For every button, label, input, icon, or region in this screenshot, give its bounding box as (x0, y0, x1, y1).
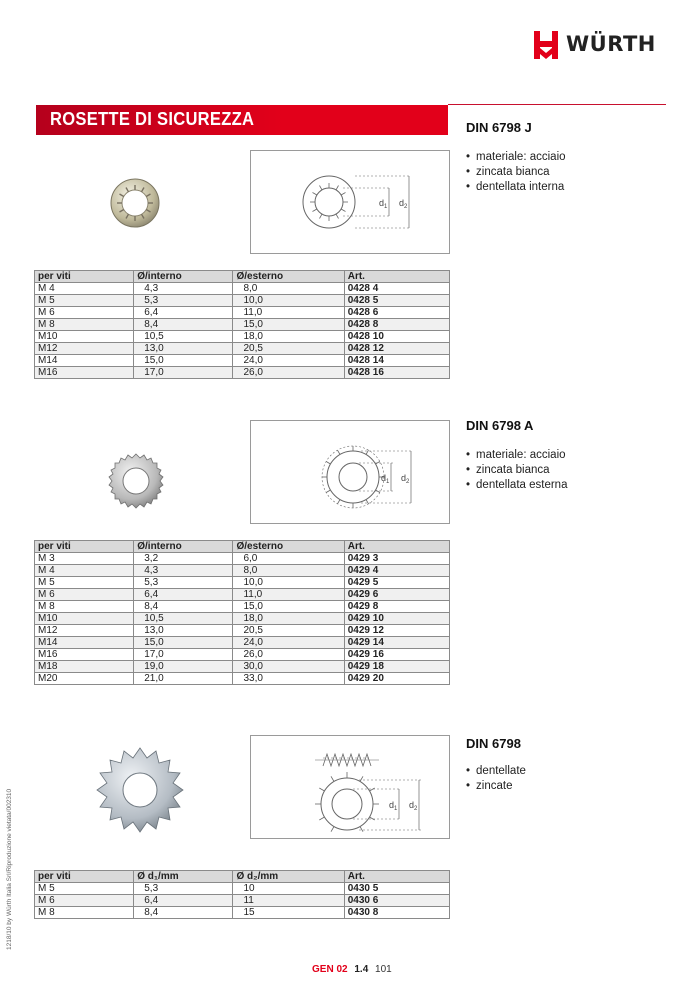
cell-outer: 11,0 (233, 307, 344, 319)
cell-outer: 15 (233, 907, 344, 919)
cell-inner: 4,3 (134, 283, 233, 295)
table-row (35, 637, 450, 649)
page-number: 101 (375, 964, 392, 975)
table-row (35, 343, 450, 355)
cell-inner: 17,0 (134, 367, 233, 379)
cell-inner: 10,5 (134, 331, 233, 343)
cell-size: M 4 (35, 283, 134, 295)
cell-size: M12 (35, 343, 134, 355)
cell-outer: 10 (233, 883, 344, 895)
col-header: Ø/esterno (233, 271, 344, 283)
cell-size: M 3 (35, 553, 134, 565)
feature-item: • zincata bianca (466, 463, 567, 478)
cell-inner: 5,3 (134, 577, 233, 589)
col-header: per viti (35, 871, 134, 883)
cell-size: M 5 (35, 883, 134, 895)
feature-item: • zincate (466, 779, 526, 794)
washer-photo-serrated (92, 742, 188, 838)
cell-art: 0430 5 (344, 883, 449, 895)
cell-art: 0428 16 (344, 367, 449, 379)
feature-item: • zincata bianca (466, 165, 566, 180)
technical-drawing-din6798a (250, 420, 450, 524)
cell-size: M18 (35, 661, 134, 673)
table-row (35, 355, 450, 367)
cell-art: 0428 5 (344, 295, 449, 307)
table-row (35, 319, 450, 331)
cell-inner: 15,0 (134, 355, 233, 367)
cell-art: 0428 8 (344, 319, 449, 331)
col-header: Ø/esterno (233, 541, 344, 553)
cell-outer: 20,5 (233, 343, 344, 355)
cell-art: 0428 4 (344, 283, 449, 295)
cell-size: M 8 (35, 907, 134, 919)
cell-art: 0429 10 (344, 613, 449, 625)
section-title-din6798: DIN 6798 (466, 736, 521, 751)
col-header: Ø d₁/mm (134, 871, 233, 883)
cell-art: 0429 5 (344, 577, 449, 589)
cell-size: M 4 (35, 565, 134, 577)
cell-size: M20 (35, 673, 134, 685)
cell-outer: 11,0 (233, 589, 344, 601)
cell-outer: 8,0 (233, 565, 344, 577)
cell-art: 0429 4 (344, 565, 449, 577)
technical-drawing-din6798j (250, 150, 450, 254)
table-row (35, 589, 450, 601)
cell-art: 0429 18 (344, 661, 449, 673)
table-row (35, 895, 450, 907)
cell-size: M 6 (35, 895, 134, 907)
table-row (35, 625, 450, 637)
washer-photo-internal-teeth (100, 168, 170, 238)
cell-outer: 26,0 (233, 367, 344, 379)
table-row (35, 367, 450, 379)
banner-title: ROSETTE DI SICUREZZA (50, 109, 255, 129)
section-title-din6798j: DIN 6798 J (466, 120, 532, 135)
cell-outer: 15,0 (233, 601, 344, 613)
cell-size: M16 (35, 649, 134, 661)
feature-item: • dentellate (466, 764, 526, 779)
cell-outer: 11 (233, 895, 344, 907)
cell-art: 0429 14 (344, 637, 449, 649)
feature-list-din6798 (466, 764, 526, 794)
cell-outer: 24,0 (233, 355, 344, 367)
cell-art: 0428 6 (344, 307, 449, 319)
table-row (35, 601, 450, 613)
cell-art: 0429 6 (344, 589, 449, 601)
cell-size: M 6 (35, 589, 134, 601)
cell-outer: 30,0 (233, 661, 344, 673)
cell-art: 0428 12 (344, 343, 449, 355)
cell-inner: 3,2 (134, 553, 233, 565)
cell-outer: 8,0 (233, 283, 344, 295)
label-d2: $d_2$ (399, 198, 408, 210)
cell-inner: 5,3 (134, 883, 233, 895)
wurth-logo (532, 28, 672, 60)
washer-photo-external-teeth (100, 446, 172, 518)
table-row (35, 907, 450, 919)
feature-item: • dentellata esterna (466, 478, 567, 493)
footer-section: 1.4 (354, 964, 369, 975)
cell-outer: 20,5 (233, 625, 344, 637)
brand-name: WÜRTH (566, 32, 656, 56)
table-header-row (35, 871, 450, 883)
table-row (35, 661, 450, 673)
cell-outer: 24,0 (233, 637, 344, 649)
cell-size: M 8 (35, 601, 134, 613)
table-row (35, 331, 450, 343)
col-header: Ø d₂/mm (233, 871, 344, 883)
cell-inner: 8,4 (134, 601, 233, 613)
col-header: Ø/interno (134, 271, 233, 283)
section-title-din6798a: DIN 6798 A (466, 418, 534, 433)
cell-inner: 6,4 (134, 307, 233, 319)
feature-list-din6798j (466, 150, 566, 195)
drawing-svg (251, 421, 449, 523)
cell-inner: 8,4 (134, 907, 233, 919)
cell-inner: 10,5 (134, 613, 233, 625)
spec-table-din6798a (34, 540, 450, 685)
drawing-svg (251, 151, 449, 253)
cell-inner: 6,4 (134, 895, 233, 907)
table-row (35, 883, 450, 895)
cell-inner: 6,4 (134, 589, 233, 601)
label-d2: $d_2$ (409, 800, 418, 812)
cell-size: M14 (35, 637, 134, 649)
cell-outer: 18,0 (233, 613, 344, 625)
table-row (35, 295, 450, 307)
label-d1: $d_1$ (389, 800, 398, 812)
col-header: per viti (35, 271, 134, 283)
table-row (35, 649, 450, 661)
feature-item: • materiale: acciaio (466, 150, 566, 165)
footer-catalog: GEN 02 (312, 964, 348, 975)
cell-size: M12 (35, 625, 134, 637)
cell-art: 0430 8 (344, 907, 449, 919)
table-row (35, 577, 450, 589)
cell-outer: 10,0 (233, 577, 344, 589)
cell-art: 0429 8 (344, 601, 449, 613)
table-row (35, 613, 450, 625)
cell-outer: 6,0 (233, 553, 344, 565)
technical-drawing-din6798 (250, 735, 450, 839)
cell-inner: 5,3 (134, 295, 233, 307)
table-row (35, 307, 450, 319)
cell-inner: 13,0 (134, 343, 233, 355)
spec-table-din6798 (34, 870, 450, 919)
col-header: Art. (344, 871, 449, 883)
top-rule (448, 104, 666, 105)
feature-item: • dentellata interna (466, 180, 566, 195)
cell-inner: 17,0 (134, 649, 233, 661)
cell-size: M10 (35, 331, 134, 343)
spec-table-din6798j (34, 270, 450, 379)
col-header: Art. (344, 541, 449, 553)
col-header: Art. (344, 271, 449, 283)
cell-size: M16 (35, 367, 134, 379)
feature-item: • materiale: acciaio (466, 448, 567, 463)
label-d1: $d_1$ (381, 473, 390, 485)
cell-size: M 5 (35, 295, 134, 307)
cell-size: M 6 (35, 307, 134, 319)
feature-list-din6798a (466, 448, 567, 493)
col-header: per viti (35, 541, 134, 553)
table-row (35, 283, 450, 295)
cell-art: 0429 16 (344, 649, 449, 661)
cell-size: M 5 (35, 577, 134, 589)
cell-inner: 4,3 (134, 565, 233, 577)
cell-art: 0430 6 (344, 895, 449, 907)
cell-outer: 33,0 (233, 673, 344, 685)
cell-size: M 8 (35, 319, 134, 331)
cell-art: 0429 12 (344, 625, 449, 637)
cell-art: 0429 20 (344, 673, 449, 685)
table-header-row (35, 541, 450, 553)
wurth-logo-icon (532, 29, 560, 59)
cell-outer: 10,0 (233, 295, 344, 307)
table-row (35, 565, 450, 577)
banner (36, 105, 448, 135)
label-d2: $d_2$ (401, 473, 410, 485)
cell-inner: 13,0 (134, 625, 233, 637)
cell-inner: 21,0 (134, 673, 233, 685)
cell-outer: 15,0 (233, 319, 344, 331)
cell-outer: 18,0 (233, 331, 344, 343)
table-row (35, 553, 450, 565)
cell-size: M14 (35, 355, 134, 367)
copyright-side-note: 1218/10 by Würth Italia Srl/Riproduzione vietata/002310 (6, 788, 13, 950)
cell-art: 0429 3 (344, 553, 449, 565)
cell-inner: 19,0 (134, 661, 233, 673)
page-footer (312, 964, 392, 975)
col-header: Ø/interno (134, 541, 233, 553)
drawing-svg (251, 736, 449, 838)
cell-art: 0428 14 (344, 355, 449, 367)
cell-inner: 15,0 (134, 637, 233, 649)
cell-outer: 26,0 (233, 649, 344, 661)
table-header-row (35, 271, 450, 283)
label-d1: $d_1$ (379, 198, 388, 210)
cell-art: 0428 10 (344, 331, 449, 343)
cell-size: M10 (35, 613, 134, 625)
cell-inner: 8,4 (134, 319, 233, 331)
table-row (35, 673, 450, 685)
